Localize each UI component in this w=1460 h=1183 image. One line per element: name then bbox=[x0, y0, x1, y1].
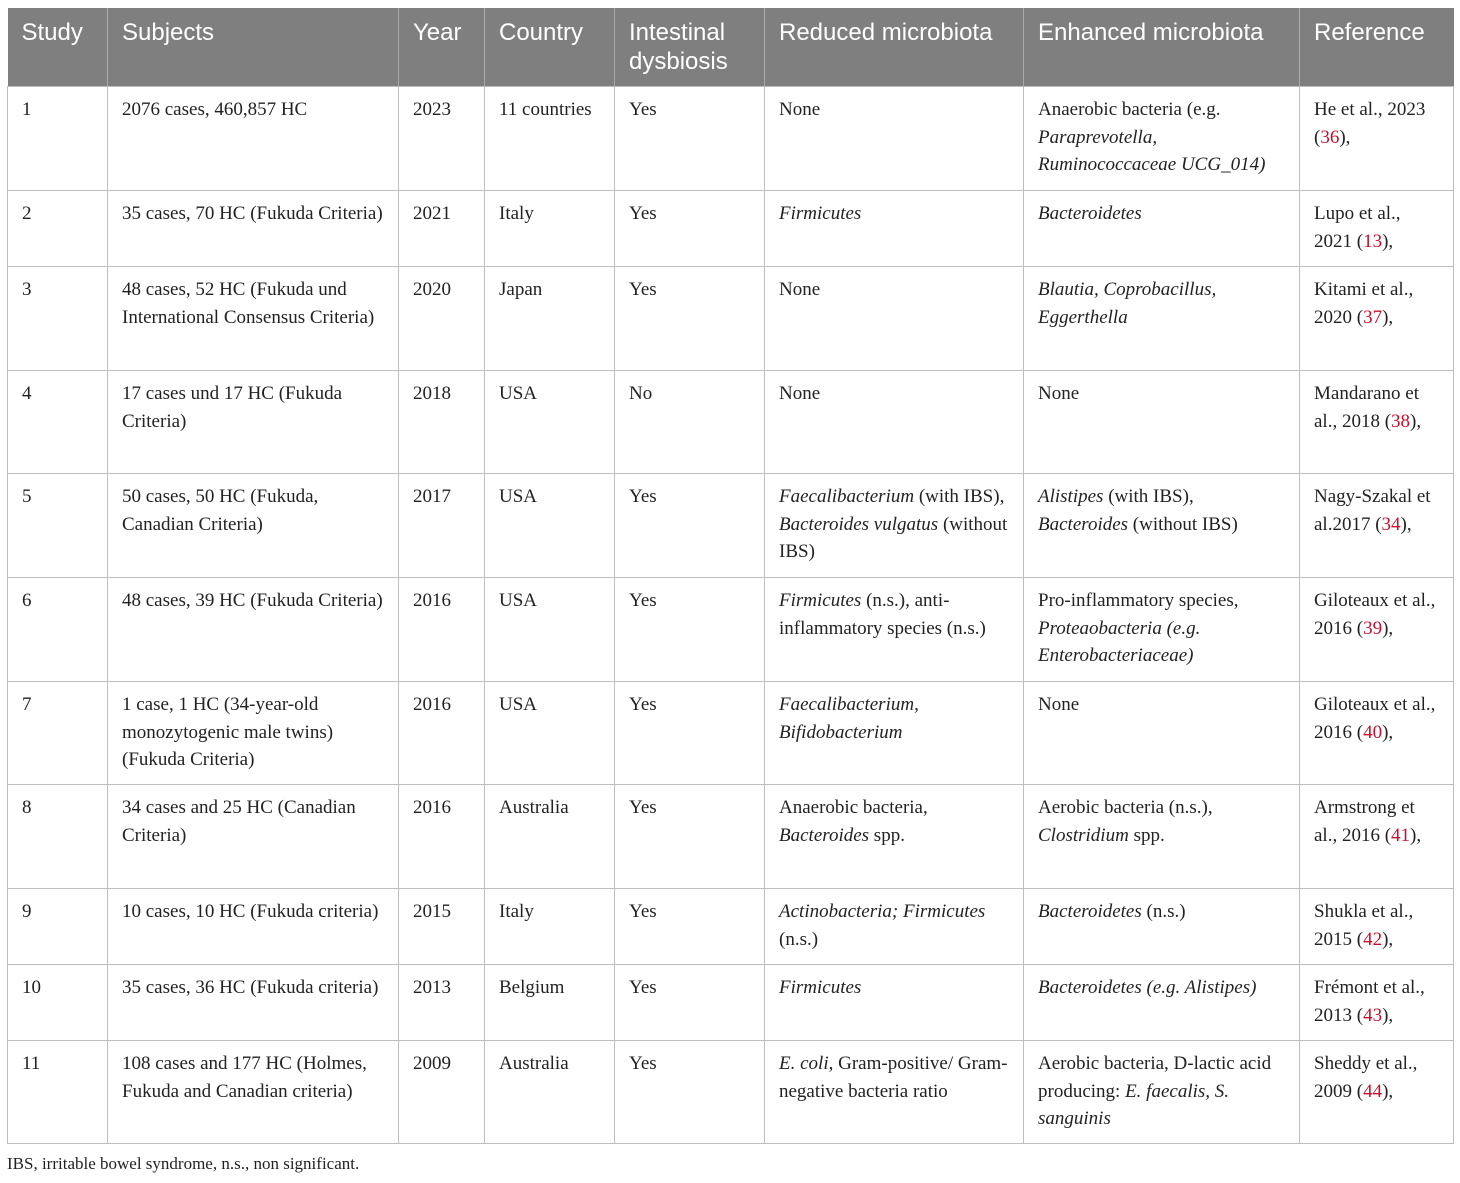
enhanced-microbiota-cell bbox=[1024, 1041, 1300, 1144]
reference-tail: ), bbox=[1382, 230, 1394, 252]
reference-cell bbox=[1300, 474, 1454, 578]
dysbiosis-cell: Yes bbox=[615, 474, 765, 578]
subjects-cell: 10 cases, 10 HC (Fukuda criteria) bbox=[108, 889, 399, 965]
dysbiosis-cell: Yes bbox=[615, 191, 765, 267]
table-row bbox=[8, 371, 1454, 474]
enhanced-microbiota-cell-segment: E. faecalis, S. sanguinis bbox=[1038, 1080, 1230, 1129]
reduced-microbiota-cell bbox=[765, 965, 1024, 1041]
reduced-microbiota-cell bbox=[765, 267, 1024, 371]
study-number-cell: 10 bbox=[8, 965, 108, 1041]
country-cell: Australia bbox=[485, 1041, 615, 1144]
table-row bbox=[8, 889, 1454, 965]
country-cell: USA bbox=[485, 474, 615, 578]
enhanced-microbiota-cell-segment: Alistipes bbox=[1038, 486, 1104, 507]
reduced-microbiota-cell-segment: None bbox=[779, 383, 821, 404]
citation-link[interactable]: 34 bbox=[1381, 513, 1401, 535]
reference-tail: ), bbox=[1382, 306, 1394, 328]
country-cell: Belgium bbox=[485, 965, 615, 1041]
study-number-cell: 8 bbox=[8, 785, 108, 889]
reduced-microbiota-cell bbox=[765, 87, 1024, 191]
dysbiosis-cell: Yes bbox=[615, 682, 765, 785]
year-cell: 2020 bbox=[399, 267, 485, 371]
table-row bbox=[8, 87, 1454, 191]
enhanced-microbiota-cell-segment: None bbox=[1038, 694, 1080, 715]
citation-link[interactable]: 39 bbox=[1363, 617, 1383, 639]
table-row bbox=[8, 267, 1454, 371]
reference-cell bbox=[1300, 889, 1454, 965]
microbiota-studies-table bbox=[7, 8, 1454, 1144]
year-cell: 2021 bbox=[399, 191, 485, 267]
dysbiosis-cell: Yes bbox=[615, 785, 765, 889]
reduced-microbiota-cell-segment: Actinobacteria; Firmicutes bbox=[779, 901, 986, 922]
reference-cell bbox=[1300, 682, 1454, 785]
enhanced-microbiota-cell bbox=[1024, 191, 1300, 267]
enhanced-microbiota-cell-segment: Bacteroidetes (e.g. Alistipes) bbox=[1038, 977, 1257, 998]
enhanced-microbiota-cell-segment: (without IBS) bbox=[1128, 513, 1238, 535]
enhanced-microbiota-cell-segment: None bbox=[1038, 383, 1080, 404]
table-header-row bbox=[8, 8, 1454, 87]
country-cell: 11 countries bbox=[485, 87, 615, 191]
year-cell: 2013 bbox=[399, 965, 485, 1041]
table-body bbox=[8, 87, 1454, 1144]
reference-text: Shukla et al., 2015 ( bbox=[1314, 901, 1414, 950]
enhanced-microbiota-cell bbox=[1024, 87, 1300, 191]
dysbiosis-cell: Yes bbox=[615, 267, 765, 371]
reduced-microbiota-cell bbox=[765, 1041, 1024, 1144]
enhanced-microbiota-cell bbox=[1024, 371, 1300, 474]
reduced-microbiota-cell bbox=[765, 578, 1024, 682]
year-cell: 2017 bbox=[399, 474, 485, 578]
table-row bbox=[8, 965, 1454, 1041]
reference-text: Armstrong et al., 2016 ( bbox=[1314, 797, 1415, 846]
year-cell: 2009 bbox=[399, 1041, 485, 1144]
reduced-microbiota-cell bbox=[765, 371, 1024, 474]
reference-text: Sheddy et al., 2009 ( bbox=[1314, 1053, 1418, 1102]
reduced-microbiota-cell-segment: Firmicutes bbox=[779, 977, 862, 998]
reference-cell bbox=[1300, 1041, 1454, 1144]
reduced-microbiota-cell-segment: Faecalibacterium, Bifidobacterium bbox=[779, 694, 919, 743]
country-cell: USA bbox=[485, 578, 615, 682]
enhanced-microbiota-cell-segment: Pro-inflammatory species, bbox=[1038, 590, 1239, 611]
reference-text: Mandarano et al., 2018 ( bbox=[1314, 383, 1419, 432]
header-year: Year bbox=[399, 8, 485, 87]
enhanced-microbiota-cell-segment: Proteaobacteria (e.g. Enterobacteriaceae) bbox=[1038, 617, 1201, 666]
year-cell: 2018 bbox=[399, 371, 485, 474]
enhanced-microbiota-cell bbox=[1024, 682, 1300, 785]
reduced-microbiota-cell-segment: (without IBS) bbox=[779, 513, 1008, 562]
reference-tail: ), bbox=[1400, 513, 1412, 535]
study-number-cell: 1 bbox=[8, 87, 108, 191]
table-footnote: IBS, irritable bowel syndrome, n.s., non significant. bbox=[7, 1154, 360, 1173]
country-cell: USA bbox=[485, 682, 615, 785]
header-reduced-microbiota: Reduced microbiota bbox=[765, 8, 1024, 87]
reduced-microbiota-cell-segment: Faecalibacterium bbox=[779, 486, 915, 507]
reference-cell bbox=[1300, 578, 1454, 682]
subjects-cell: 35 cases, 36 HC (Fukuda criteria) bbox=[108, 965, 399, 1041]
country-cell: Italy bbox=[485, 191, 615, 267]
reference-tail: ), bbox=[1382, 721, 1394, 743]
year-cell: 2016 bbox=[399, 682, 485, 785]
reference-text: Kitami et al., 2020 ( bbox=[1314, 279, 1414, 328]
table-row bbox=[8, 474, 1454, 578]
dysbiosis-cell: Yes bbox=[615, 578, 765, 682]
enhanced-microbiota-cell-segment: Aerobic bacteria (n.s.), bbox=[1038, 797, 1213, 818]
country-cell: USA bbox=[485, 371, 615, 474]
reference-tail: ), bbox=[1382, 928, 1394, 950]
reduced-microbiota-cell-segment: Firmicutes bbox=[779, 203, 862, 224]
study-number-cell: 6 bbox=[8, 578, 108, 682]
study-number-cell: 11 bbox=[8, 1041, 108, 1144]
subjects-cell: 48 cases, 52 HC (Fukuda und International Consensus Criteria) bbox=[108, 267, 399, 371]
reference-cell bbox=[1300, 965, 1454, 1041]
reference-tail: ), bbox=[1382, 617, 1394, 639]
header-enhanced-microbiota: Enhanced microbiota bbox=[1024, 8, 1300, 87]
country-cell: Australia bbox=[485, 785, 615, 889]
dysbiosis-cell: Yes bbox=[615, 87, 765, 191]
study-number-cell: 4 bbox=[8, 371, 108, 474]
table-row bbox=[8, 191, 1454, 267]
subjects-cell: 2076 cases, 460,857 HC bbox=[108, 87, 399, 191]
reduced-microbiota-cell-segment: spp. bbox=[869, 824, 905, 846]
header-country: Country bbox=[485, 8, 615, 87]
reference-cell bbox=[1300, 785, 1454, 889]
enhanced-microbiota-cell-segment: Paraprevotella, Ruminococcaceae UCG_014) bbox=[1038, 126, 1266, 175]
enhanced-microbiota-cell-segment: Aerobic bacteria, D-lactic acid producing: bbox=[1038, 1053, 1272, 1102]
enhanced-microbiota-cell bbox=[1024, 965, 1300, 1041]
reference-tail: ), bbox=[1410, 824, 1422, 846]
reduced-microbiota-cell-segment: Bacteroides vulgatus bbox=[779, 513, 939, 535]
table-row bbox=[8, 785, 1454, 889]
reduced-microbiota-cell bbox=[765, 889, 1024, 965]
reference-cell bbox=[1300, 371, 1454, 474]
citation-link[interactable]: 40 bbox=[1363, 721, 1383, 743]
reduced-microbiota-cell-segment: (n.s.) bbox=[779, 928, 819, 950]
reference-text: Lupo et al., 2021 ( bbox=[1314, 203, 1401, 252]
study-number-cell: 3 bbox=[8, 267, 108, 371]
enhanced-microbiota-cell bbox=[1024, 578, 1300, 682]
citation-link[interactable]: 41 bbox=[1391, 824, 1411, 846]
header-reference: Reference bbox=[1300, 8, 1454, 87]
study-number-cell: 9 bbox=[8, 889, 108, 965]
enhanced-microbiota-cell-segment: Bacteroidetes bbox=[1038, 901, 1142, 922]
reduced-microbiota-cell bbox=[765, 785, 1024, 889]
reduced-microbiota-cell-segment: , Gram-positive/ Gram-negative bacteria ratio bbox=[779, 1053, 1008, 1102]
reference-tail: ), bbox=[1382, 1004, 1394, 1026]
enhanced-microbiota-cell-segment: Clostridium bbox=[1038, 824, 1129, 846]
citation-link[interactable]: 36 bbox=[1320, 126, 1340, 148]
enhanced-microbiota-cell-segment: (n.s.) bbox=[1141, 901, 1186, 922]
reference-text: Giloteaux et al., 2016 ( bbox=[1314, 590, 1436, 639]
citation-link[interactable]: 38 bbox=[1391, 410, 1411, 432]
reduced-microbiota-cell-segment: (n.s.), anti-inflammatory species (n.s.) bbox=[779, 590, 986, 639]
enhanced-microbiota-cell-segment: Bacteroidetes bbox=[1038, 203, 1142, 224]
year-cell: 2023 bbox=[399, 87, 485, 191]
microbiota-studies-table-container bbox=[7, 8, 1453, 1144]
header-study: Study bbox=[8, 8, 108, 87]
reduced-microbiota-cell bbox=[765, 474, 1024, 578]
header-subjects: Subjects bbox=[108, 8, 399, 87]
citation-link[interactable]: 13 bbox=[1363, 230, 1383, 252]
study-number-cell: 2 bbox=[8, 191, 108, 267]
study-number-cell: 5 bbox=[8, 474, 108, 578]
reduced-microbiota-cell-segment: Firmicutes bbox=[779, 590, 862, 611]
citation-link[interactable]: 44 bbox=[1363, 1080, 1383, 1102]
country-cell: Italy bbox=[485, 889, 615, 965]
subjects-cell: 1 case, 1 HC (34-year-old monozytogenic male twins) (Fukuda Criteria) bbox=[108, 682, 399, 785]
citation-link[interactable]: 42 bbox=[1363, 928, 1383, 950]
citation-link[interactable]: 37 bbox=[1363, 306, 1383, 328]
reference-tail: ), bbox=[1339, 126, 1351, 148]
table-row bbox=[8, 682, 1454, 785]
subjects-cell: 48 cases, 39 HC (Fukuda Criteria) bbox=[108, 578, 399, 682]
subjects-cell: 35 cases, 70 HC (Fukuda Criteria) bbox=[108, 191, 399, 267]
reference-cell bbox=[1300, 87, 1454, 191]
dysbiosis-cell: Yes bbox=[615, 889, 765, 965]
enhanced-microbiota-cell-segment: Blautia, Coprobacillus, Eggerthella bbox=[1038, 279, 1217, 328]
reference-text: Nagy-Szakal et al.2017 ( bbox=[1314, 486, 1431, 535]
enhanced-microbiota-cell-segment: Anaerobic bacteria (e.g. bbox=[1038, 99, 1221, 120]
subjects-cell: 50 cases, 50 HC (Fukuda, Canadian Criteria) bbox=[108, 474, 399, 578]
enhanced-microbiota-cell-segment: Bacteroides bbox=[1038, 513, 1129, 535]
reduced-microbiota-cell bbox=[765, 191, 1024, 267]
enhanced-microbiota-cell bbox=[1024, 474, 1300, 578]
citation-link[interactable]: 43 bbox=[1363, 1004, 1383, 1026]
subjects-cell: 17 cases und 17 HC (Fukuda Criteria) bbox=[108, 371, 399, 474]
dysbiosis-cell: Yes bbox=[615, 1041, 765, 1144]
header-intestinal-dysbiosis: Intestinal dysbiosis bbox=[615, 8, 765, 87]
reference-tail: ), bbox=[1410, 410, 1422, 432]
enhanced-microbiota-cell bbox=[1024, 889, 1300, 965]
reference-text: Frémont et al., 2013 ( bbox=[1314, 977, 1425, 1026]
reduced-microbiota-cell-segment: None bbox=[779, 99, 821, 120]
country-cell: Japan bbox=[485, 267, 615, 371]
reference-cell bbox=[1300, 191, 1454, 267]
reduced-microbiota-cell-segment: Anaerobic bacteria, bbox=[779, 797, 928, 818]
reduced-microbiota-cell-segment: E. coli bbox=[779, 1053, 829, 1074]
enhanced-microbiota-cell bbox=[1024, 785, 1300, 889]
year-cell: 2016 bbox=[399, 785, 485, 889]
subjects-cell: 34 cases and 25 HC (Canadian Criteria) bbox=[108, 785, 399, 889]
reference-text: He et al., 2023 ( bbox=[1314, 99, 1426, 148]
enhanced-microbiota-cell-segment: (with IBS), bbox=[1103, 486, 1194, 507]
reduced-microbiota-cell-segment: None bbox=[779, 279, 821, 300]
reference-cell bbox=[1300, 267, 1454, 371]
reduced-microbiota-cell-segment: (with IBS), bbox=[914, 486, 1005, 507]
table-row bbox=[8, 1041, 1454, 1144]
enhanced-microbiota-cell bbox=[1024, 267, 1300, 371]
year-cell: 2016 bbox=[399, 578, 485, 682]
dysbiosis-cell: Yes bbox=[615, 965, 765, 1041]
reduced-microbiota-cell bbox=[765, 682, 1024, 785]
reference-text: Giloteaux et al., 2016 ( bbox=[1314, 694, 1436, 743]
enhanced-microbiota-cell-segment: spp. bbox=[1128, 824, 1165, 846]
subjects-cell: 108 cases and 177 HC (Holmes, Fukuda and Canadian criteria) bbox=[108, 1041, 399, 1144]
study-number-cell: 7 bbox=[8, 682, 108, 785]
year-cell: 2015 bbox=[399, 889, 485, 965]
reduced-microbiota-cell-segment: Bacteroides bbox=[779, 824, 870, 846]
table-row bbox=[8, 578, 1454, 682]
reference-tail: ), bbox=[1382, 1080, 1394, 1102]
dysbiosis-cell: No bbox=[615, 371, 765, 474]
